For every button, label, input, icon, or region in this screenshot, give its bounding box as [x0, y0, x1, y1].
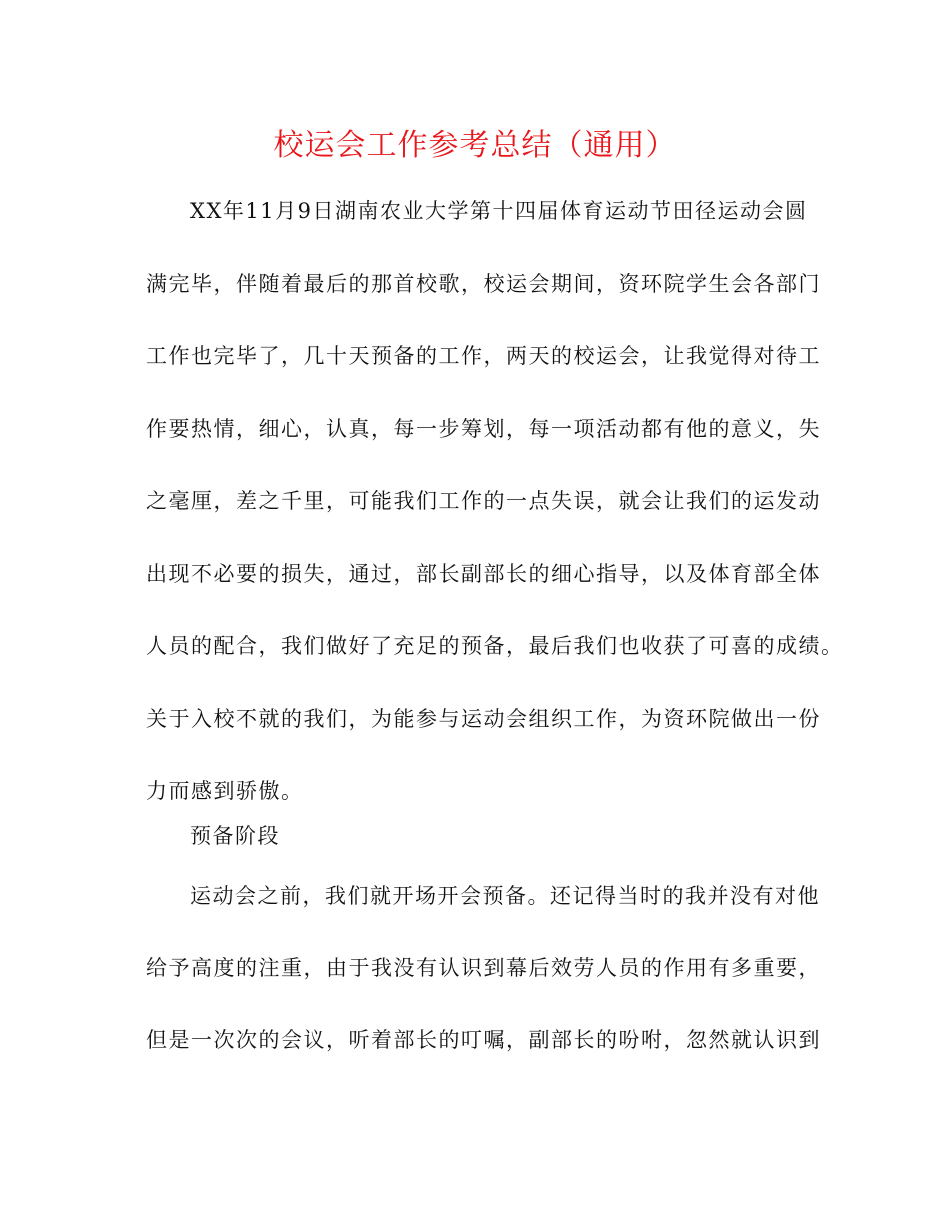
text-line: XX年11月9日湖南农业大学第十四届体育运动节田径运动会圆	[190, 199, 808, 223]
text-line: 关于入校不就的我们，为能参与运动会组织工作，为资环院做出一份	[146, 706, 821, 731]
text-line: 出现不必要的损失，通过，部长副部长的细心指导，以及体育部全体	[146, 561, 821, 586]
text-line: 满完毕，伴随着最后的那首校歌，校运会期间，资环院学生会各部门	[146, 271, 821, 296]
text-line: 人员的配合，我们做好了充足的预备，最后我们也收获了可喜的成绩。	[146, 634, 844, 658]
document-title: 校运会工作参考总结（通用）	[273, 128, 677, 163]
text-line: 工作也完毕了，几十天预备的工作，两天的校运会，让我觉得对待工	[146, 344, 821, 368]
section-heading-text: 预备阶段	[190, 824, 280, 848]
text-line: 运动会之前，我们就开场开会预备。还记得当时的我并没有对他	[190, 884, 820, 908]
text-line: 但是一次次的会议，听着部长的叮嘱，副部长的吩咐，忽然就认识到	[146, 1028, 821, 1052]
text-line: 作要热情，细心，认真，每一步筹划，每一项活动都有他的意义，失	[146, 416, 821, 441]
paragraph-1	[146, 175, 844, 828]
text-line: 之毫厘，差之千里，可能我们工作的一点失误，就会让我们的运发动	[146, 489, 821, 513]
paragraph-2	[146, 860, 821, 1076]
text-line: 给予高度的注重，由于我没有认识到幕后效劳人员的作用有多重要，	[146, 956, 821, 980]
section-heading	[146, 816, 806, 856]
text-line: 力而感到骄傲。	[146, 779, 304, 803]
